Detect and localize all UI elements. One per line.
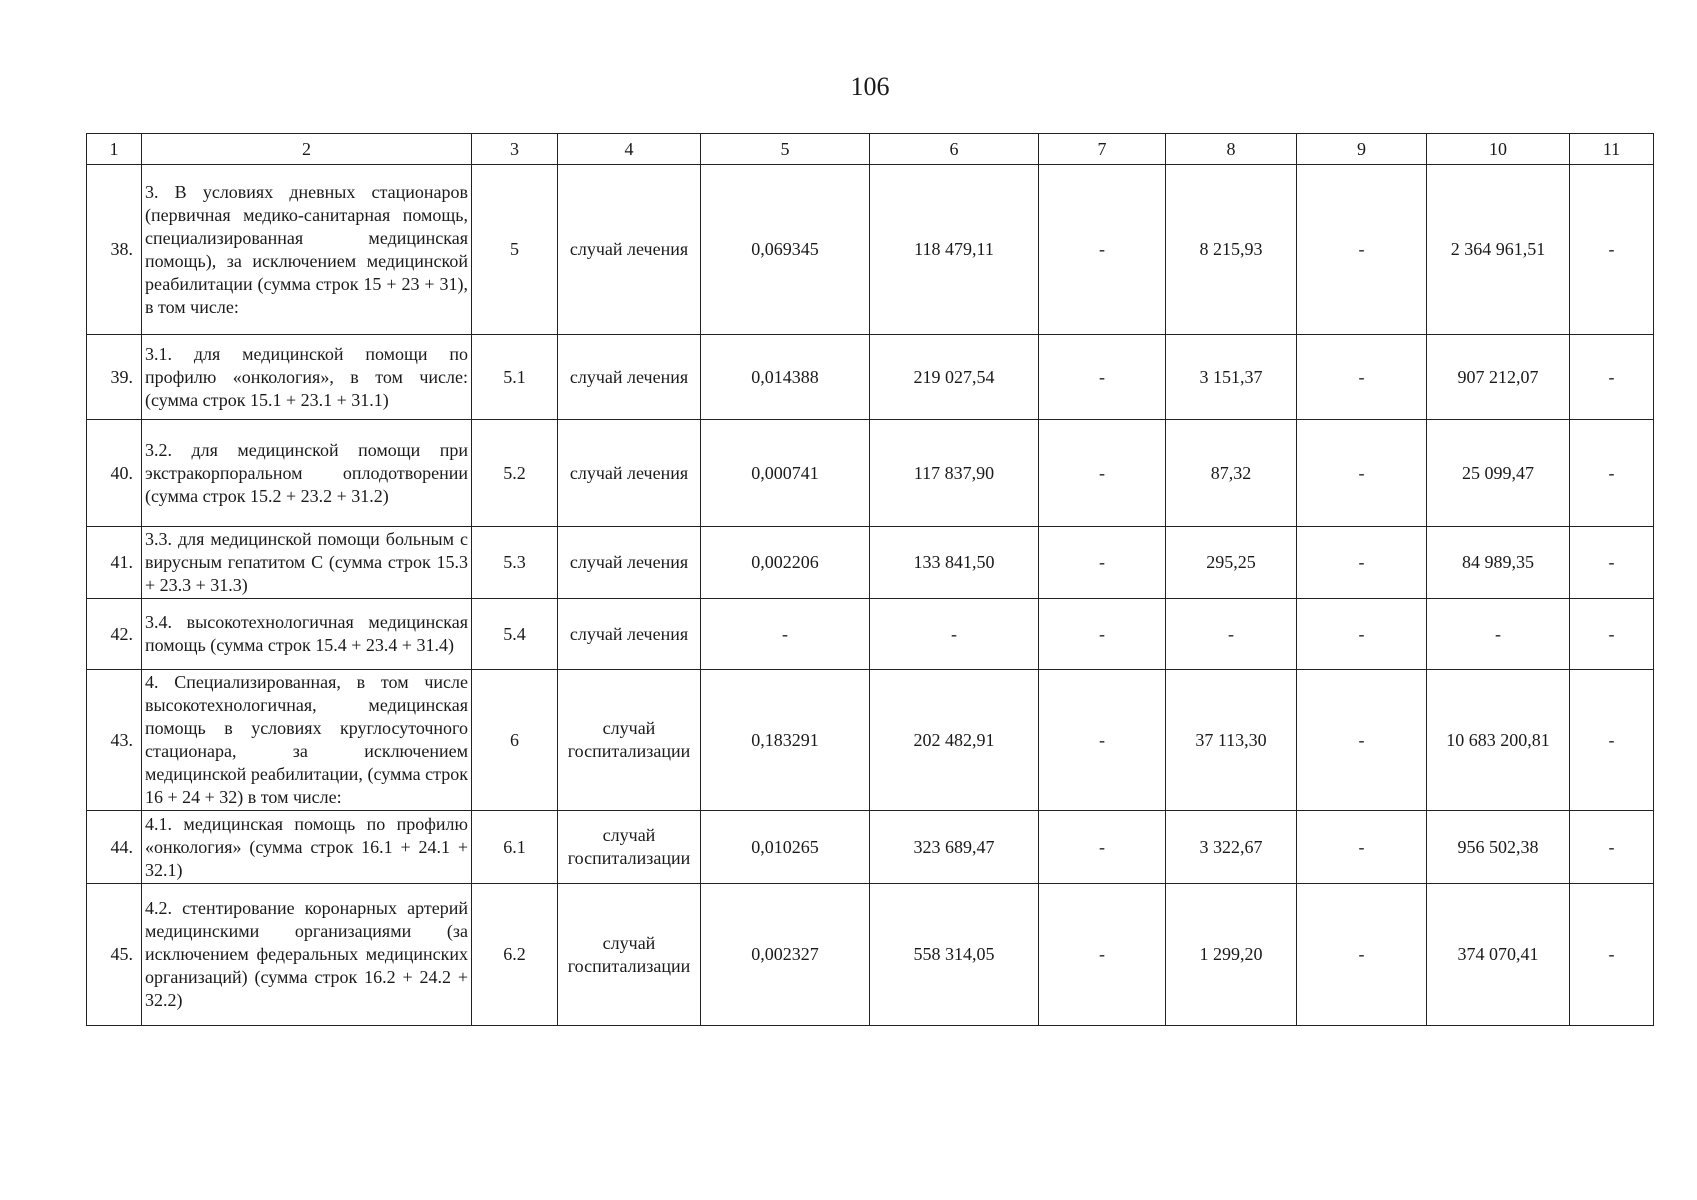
column-header: 1 [87,134,142,165]
table-row [87,599,1654,670]
cell-value: 202 482,91 [870,670,1039,811]
cell-value: - [1297,420,1427,527]
cell-value: 0,069345 [701,165,870,335]
cell-unit: случай лечения [558,599,701,670]
cell-value: 10 683 200,81 [1427,670,1570,811]
column-header: 2 [142,134,472,165]
cell-value: - [1039,884,1166,1026]
cell-value: - [1570,527,1654,599]
cell-code: 6.2 [472,884,558,1026]
cell-value: 118 479,11 [870,165,1039,335]
cell-value: - [1039,165,1166,335]
cell-value: - [701,599,870,670]
cell-value: 1 299,20 [1166,884,1297,1026]
cell-code: 5.4 [472,599,558,670]
table-row [87,165,1654,335]
cell-value: 219 027,54 [870,335,1039,420]
row-description: 3.4. высокотехнологичная медицинская помощь (сумма строк 15.4 + 23.4 + 31.4) [142,599,472,670]
cell-value: - [1039,670,1166,811]
cell-value: 0,000741 [701,420,870,527]
cell-value: 37 113,30 [1166,670,1297,811]
cell-value: - [1570,670,1654,811]
cell-value: - [1039,335,1166,420]
row-description: 4.1. медицинская помощь по профилю «онкология» (сумма строк 16.1 + 24.1 + 32.1) [142,811,472,884]
row-number: 42. [87,599,142,670]
cell-value: 907 212,07 [1427,335,1570,420]
cell-value: - [1427,599,1570,670]
cell-value: - [1570,335,1654,420]
cell-unit: случай лечения [558,335,701,420]
cell-value: 295,25 [1166,527,1297,599]
row-number: 38. [87,165,142,335]
cell-value: 0,002206 [701,527,870,599]
cell-value: 133 841,50 [870,527,1039,599]
cell-unit: случай госпитализации [558,670,701,811]
cell-value: 0,002327 [701,884,870,1026]
cell-value: 0,010265 [701,811,870,884]
cell-value: - [1297,670,1427,811]
cell-value: 25 099,47 [1427,420,1570,527]
table-row [87,670,1654,811]
table-row [87,884,1654,1026]
cell-code: 5.1 [472,335,558,420]
table-row [87,420,1654,527]
cell-value: 2 364 961,51 [1427,165,1570,335]
column-header: 9 [1297,134,1427,165]
cell-value: - [1297,884,1427,1026]
row-number: 44. [87,811,142,884]
row-description: 3.1. для медицинской помощи по профилю «онкология», в том числе: (сумма строк 15.1 + 23.1 + 31.1) [142,335,472,420]
cell-code: 6.1 [472,811,558,884]
cell-value: 374 070,41 [1427,884,1570,1026]
column-header: 11 [1570,134,1654,165]
cell-value: 956 502,38 [1427,811,1570,884]
cell-value: 3 322,67 [1166,811,1297,884]
table-row [87,527,1654,599]
column-header: 10 [1427,134,1570,165]
cell-value: 3 151,37 [1166,335,1297,420]
row-description: 4. Специализированная, в том числе высокотехнологичная, медицинская помощь в условиях круглосуточного стационара, за исключением медицинской реабилитации, (сумма строк 16 + 24 + 32) в том числе: [142,670,472,811]
cell-value: 558 314,05 [870,884,1039,1026]
row-number: 41. [87,527,142,599]
cell-value: - [1297,165,1427,335]
row-description: 3. В условиях дневных стационаров (первичная медико-санитарная помощь, специализированная медицинская помощь), за исключением медицинской реабилитации (сумма строк 15 + 23 + 31), в том числе: [142,165,472,335]
cell-value: 117 837,90 [870,420,1039,527]
cell-code: 5.3 [472,527,558,599]
column-header: 6 [870,134,1039,165]
cell-unit: случай госпитализации [558,811,701,884]
cell-value: 0,014388 [701,335,870,420]
cell-value: - [1570,420,1654,527]
column-header: 4 [558,134,701,165]
cell-value: - [1039,420,1166,527]
cell-value: 8 215,93 [1166,165,1297,335]
cell-value: - [1039,599,1166,670]
cell-code: 5.2 [472,420,558,527]
cell-value: 0,183291 [701,670,870,811]
cell-value: - [1297,335,1427,420]
page-number: 106 [850,72,890,101]
cell-value: - [1570,165,1654,335]
row-description: 4.2. стентирование коронарных артерий медицинскими организациями (за исключением федеральных медицинских организаций) (сумма строк 16.2 + 24.2 + 32.2) [142,884,472,1026]
column-header: 5 [701,134,870,165]
row-number: 39. [87,335,142,420]
cell-unit: случай госпитализации [558,884,701,1026]
cell-value: 323 689,47 [870,811,1039,884]
cell-value: 84 989,35 [1427,527,1570,599]
cell-value: - [1166,599,1297,670]
cell-unit: случай лечения [558,165,701,335]
column-header: 8 [1166,134,1297,165]
cell-value: - [1570,811,1654,884]
cell-code: 5 [472,165,558,335]
cell-unit: случай лечения [558,420,701,527]
cell-unit: случай лечения [558,527,701,599]
cell-value: - [870,599,1039,670]
cell-value: - [1039,527,1166,599]
cell-value: - [1297,599,1427,670]
column-header: 3 [472,134,558,165]
row-description: 3.3. для медицинской помощи больным с вирусным гепатитом С (сумма строк 15.3 + 23.3 + 31.3) [142,527,472,599]
cell-code: 6 [472,670,558,811]
cell-value: - [1297,811,1427,884]
cell-value: 87,32 [1166,420,1297,527]
data-table [86,133,1654,1026]
cell-value: - [1039,811,1166,884]
cell-value: - [1297,527,1427,599]
row-number: 43. [87,670,142,811]
header-row [87,134,1654,165]
cell-value: - [1570,599,1654,670]
table-row [87,335,1654,420]
row-number: 40. [87,420,142,527]
row-description: 3.2. для медицинской помощи при экстракорпоральном оплодотворении (сумма строк 15.2 + 23.2 + 31.2) [142,420,472,527]
table-row [87,811,1654,884]
row-number: 45. [87,884,142,1026]
column-header: 7 [1039,134,1166,165]
cell-value: - [1570,884,1654,1026]
